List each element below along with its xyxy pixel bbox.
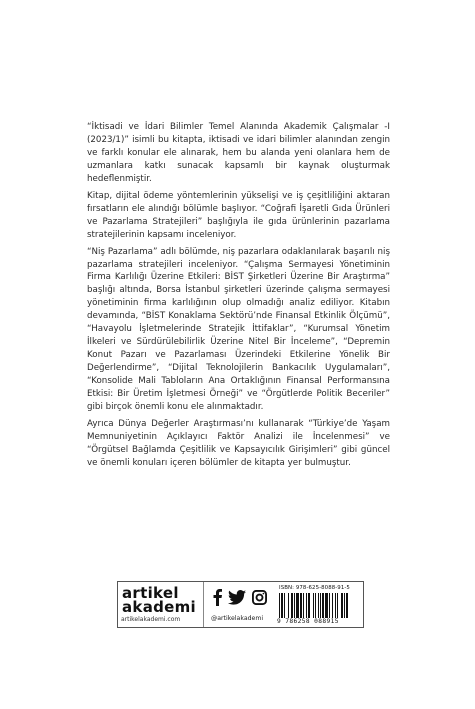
social-media-box — [203, 582, 273, 627]
publisher-logo — [118, 582, 204, 627]
isbn-text: ISBN: 978-625-8088-91-5 — [279, 585, 350, 591]
publisher-website: artikelakademi.com — [121, 616, 181, 623]
paragraph-digital-payment: Kitap, dijital ödeme yöntemlerinin yükselişi ve iş çeşitliliğini aktaran fırsatların ele alındığı bölümle başlıyor. “Coğrafi İşaretli Gıda Ürünleri ve Pazarlama Stratejileri” başlığıyla ile gıda ürünlerinin pazarlama stratejilerinin kapsamı inceleniyor. — [87, 190, 390, 240]
facebook-icon — [213, 588, 222, 606]
logo-text-artikel: artikel — [122, 584, 179, 602]
back-cover-text — [87, 121, 390, 474]
paragraph-niche-marketing: “Niş Pazarlama” adlı bölümde, niş pazarlara odaklanılarak başarılı niş pazarlama stratejileri inceleniyor. “Çalışma Sermayesi Yönetiminin Firma Karlılığı Üzerine Etkileri: BİST Şirketleri Üzerine Bir Araştırma” başlığı altında, Borsa İstanbul şirketleri üzerinde çalışma sermayesi yönetiminin firma karlılığının olup olmadığı analiz ediliyor. Kitabın devamında, “BİST Konaklama Sektörü’nde Finansal Etkinlik Ölçümü”, “Havayolu İşletmelerinde Stratejik İttifaklar”, “Kurumsal Yönetim İlkeleri ve Sürdürülebilirlik Üzerine Nitel Bir İnceleme”, “Depremin Konut Pazarı ve Pazarlaması Üzerindeki Etkilerine Yönelik Bir Değerlendirme”, “Dijital Teknolojilerin Bankacılık Uygulamaları”, “Konsolide Mali Tabloların Ana Ortaklığının Finansal Performansına Etkisi: Bir Üretim İşletmesi Örneği” ve “Örgütlerde Politik Beceriler” gibi birçok önemli konu ele alınmaktadır. — [87, 246, 390, 413]
twitter-icon — [228, 590, 246, 605]
isbn-barcode-box — [275, 582, 363, 627]
social-handle: @artikelakademi — [211, 615, 264, 622]
instagram-icon — [252, 590, 267, 605]
logo-text-akademi: akademi — [122, 598, 197, 616]
publisher-footer — [117, 581, 364, 628]
barcode-number: 9 786258 088915 — [277, 618, 339, 625]
paragraph-intro: “İktisadi ve İdari Bilimler Temel Alanında Akademik Çalışmalar -I (2023/1)” isimli bu kitapta, iktisadi ve idari bilimler alanından zengin ve farklı konular ele alınarak, hem bu alanda yeni olanlara hem de uzmanlara katkı sunacak kapsamlı bir kaynak oluşturmak hedeflenmiştir. — [87, 122, 390, 184]
paragraph-world-values: Ayrıca Dünya Değerler Araştırması’nı kullanarak “Türkiye’de Yaşam Memnuniyetinin Açıklayıcı Faktör Analizi ile İncelenmesi” ve “Örgütsel Bağlamda Çeşitlilik ve Kapsayıcılık Girişimleri” gibi güncel ve önemli konuları içeren bölümler de kitapta yer bulmuştur. — [87, 418, 390, 468]
